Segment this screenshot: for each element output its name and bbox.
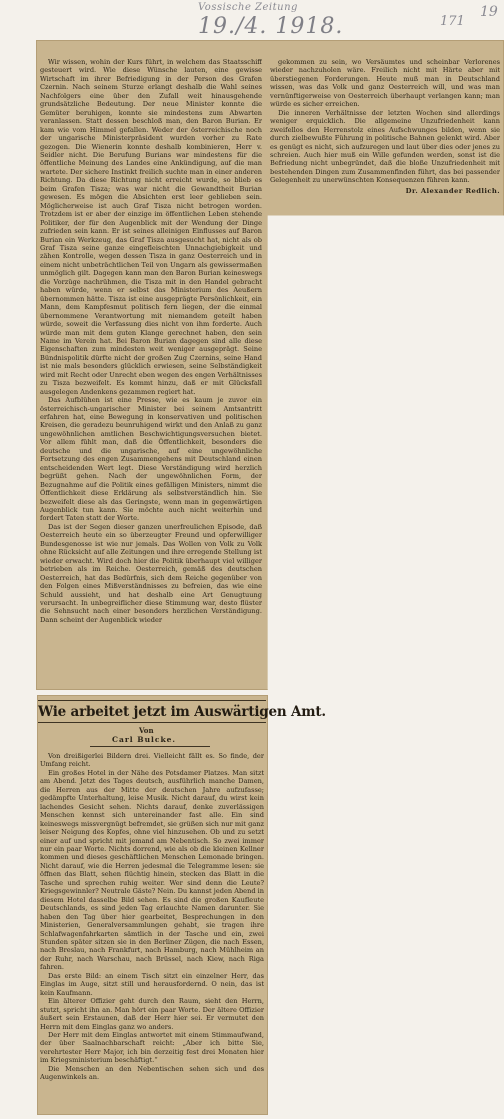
byline-rule bbox=[90, 746, 210, 747]
article-3-paragraph: Die Menschen an den Nebentischen sehen sich und des Augenwinkels an. bbox=[40, 1064, 264, 1082]
handwritten-date: 19./4. 1918. bbox=[198, 14, 344, 39]
handwritten-newspaper-name: Vossische Zeitung bbox=[198, 2, 298, 13]
handwritten-number-b: 19 bbox=[480, 4, 498, 20]
article-3-paragraph: Von dreißigerlei Bildern drei. Vielleicht fällt es. So finde, der Umfang reicht. bbox=[40, 752, 264, 769]
article-3-column bbox=[40, 752, 264, 1114]
article-2-author: Dr. Alexander Redlich. bbox=[405, 186, 500, 195]
article-3-byline: Carl Bulcke. bbox=[112, 735, 177, 744]
article-2-paragraph: gekommen zu sein, wo Versäumtes und scheinbar Verlorenes wieder nachzuholen wäre. Freilich nicht mit Härte aber mit überstiegenen Forderungen. Heute muß man in Deutschland wissen, was das Volk und ganz Oesterreich will, und was man vernünftigerweise von Oesterreich überhaupt verlangen kann; man würde es sicher erreichen. bbox=[270, 58, 500, 109]
article-3-paragraph: Ein großes Hotel in der Nähe des Potsdamer Platzes. Man sitzt am Abend. Jetzt des Tages deutsch, ausführlich manche Damen, die Herren aus der Mitte der deutschen Jahre aufzufasse; gedämpfte Unterhaltung, leise Musik. Nicht darauf, du wirst kein lachendes Gesicht sehen. Nichts darauf, denke zuverlässigen Menschen kennst sich untereinander fast alle. Ein sind keineswegs missvergnügt befremdet, sie grüßen sich nur mit ganz leiser Neigung des Kopfes, ohne viel hinzusehen. Ob und zu setzt einer auf und spricht mit jemand am Nebentisch. So zwei immer nur ein paar Worte. Nichts dorrend, wie als ob die kleinen Kellner kommen und dieses geschäftlichen Menschen Lemonade bringen. Nicht darauf, wie die Herren jedesmal die Telegramme lesen: sie öffnen das Blatt, sehen flüchtig hinein, stecken das Blatt in die Tasche und sprechen ruhig weiter. Wer sind denn die Leute? Kriegsgewinnler? Neutrale Gäste? Nein. Du kannst jeden Abend in diesem Hotel dasselbe Bild sehen. Es sind die großen Kaufleute Deutschlands, es sind jeden Tag erlauchte Namen darunter. Sie haben den Tag über hier gearbeitet, Besprechungen in den Ministerien, Generalversammlungen gehabt, sie tragen ihre Schlafwagenfahrkarten sämtlich in der Tasche und ein, zwei Stunden später sitzen sie in den Berliner Zügen, die nach Essen, nach Breslau, nach Frankfurt, nach Hamburg, nach Mühlheim an der Ruhr, nach Warschau, nach Brüssel, nach Kiew, nach Riga fahren. bbox=[40, 768, 264, 972]
article-3-byline-von: Von bbox=[139, 726, 154, 735]
article-1-paragraph: Das ist der Segen dieser ganzen unerfreulichen Episode, daß Oesterreich heute ein so überzeugter Freund und opferwilliger Bundesgenosse ist wie nur jemals. Das Wollen von Volk zu Volk ohne Rücksicht auf alle Zeitungen und ihre erregende Stellung ist wieder erwacht. Wird doch hier die Politik überhaupt viel williger betrieben als im Reiche. Oesterreich, gemäß des deutschen Oesterreich, hat das Bedürfnis, sich dem Reiche gegenüber von den Folgen eines Mißverständnisses zu befreien, das wie eine Schuld aussieht, und hat deshalb eine Art Genugtuung verursacht. In unbegreiflicher diese Stimmung war, desto flüster die Sehnsucht nach einer besonders herzlichen Verständigung. Dann scheint der Augenblick wieder bbox=[40, 522, 262, 624]
headline-rule-top bbox=[38, 700, 266, 701]
article-1-column bbox=[40, 58, 262, 686]
article-2-column bbox=[270, 58, 500, 208]
article-3-paragraph: Der Herr mit dem Einglas antwortet mit einem Stimmaufwand, der über Saalnachbarschaft reicht: „Aber ich bitte Sie, verehrtester Herr Major, ich bin derzeitig fest drei Monaten hier im Kriegsministerium beschäftigt.“ bbox=[40, 1030, 264, 1065]
headline-rule-bottom bbox=[38, 722, 266, 723]
article-3-paragraph: Das erste Bild: an einem Tisch sitzt ein einzelner Herr, das Einglas im Auge, sitzt still und herausfordernd. O nein, das ist kein Kaufmann. bbox=[40, 971, 264, 997]
article-2-paragraph: Die inneren Verhältnisse der letzten Wochen sind allerdings weniger erquicklich. Die allgemeine Unzufriedenheit kann zweifellos den Herrenstolz eines Aufschwunges bilden, wenn sie durch zielbewußte Führung in politische Bahnen gelenkt wird. Aber es genügt es nicht, sich aufzuregen und laut über dies oder jenes zu schreien. Auch hier muß ein Wille gefunden werden, sonst ist die Befriedung nicht unbegründet, daß die bloße Unzufriedenheit mit bestehenden Dingen zum Zusammenfinden führt, das bei passender Gelegenheit zu unerwünschten Konsequenzen führen kann. bbox=[270, 108, 500, 185]
article-1-paragraph: Das Aufblühen ist eine Presse, wie es kaum je zuvor ein österreichisch-ungarischer Minister bei seinem Amtsantritt erfahren hat, eine Bewegung in konservativen und politischen Kreisen, die geradezu beunruhigend wirkt und den Anlaß zu ganz ungewöhnlichen amtlichen Beschwichtigungsversuchen bietet. Vor allem fühlt man, daß die Öffentlichkeit, besonders die deutsche und die ungarische, auf eine ungewöhnliche Fortsetzung des engen Zusammengehens mit Deutschland einen entscheidenden Wert legt. Diese Verständigung wird herzlich begrüßt gehen. Nach der ungewöhnlichen Form, der Bezugnahme auf die Politik eines gefälligen Ministers, nimmt die Öffentlichkeit diese Erklärung als selbstverständlich hin. Sie bezweifelt diese als das Geringste, wenn man in gegenwärtigen Augenblick tun kann. Sie möchte auch nicht weiterhin und fordert Taten statt der Worte. bbox=[40, 396, 262, 523]
handwritten-number-a: 171 bbox=[440, 14, 465, 29]
article-1-paragraph: Wir wissen, wohin der Kurs führt, in welchem das Staatsschiff gesteuert wird. Wie diese Wünsche lauten, eine gewisse Wirtschaft im ihrer Befriedigung in der Person des Grafen Czernin. Nach seinem Sturze erlangt deshalb die Wahl seines Nachfolgers eine über den Zufall weit hinausgehende grundsätzliche Bedeutung. Der neue Minister konnte die Gemüter beruhigen, konnte sie mindestens zum Abwarten veranlassen. Statt dessen beschloß man, den Baron Burian. Er kam wie vom Himmel gefallen. Weder der österreichische noch der ungarische Ministerpräsident wurden vorher zu Rate gezogen. Die Wienerin konnte deshalb kombinieren, Herr v. Seidler nicht. Die Berufung Burians war mindestens für die öffentliche Meinung des Landes eine Ankündigung, auf die man wartete. Der sichere Instinkt freilich suchte man in einer anderen Richtung. Da diese Richtung nicht erreicht wurde, so blieb es beim Grafen Tisza; was war nicht die Gewandtheit Burian gewesen. Es mögen die Absichten erst leer geblieben sein. Möglicherweise ist auch Graf Tisza nicht betrogen worden. Trotzdem ist er aber der einzige im öffentlichen Leben stehende Politiker, der für den Augenblick mit der Wendung der Dinge zufrieden sein kann. Er ist seines alleinigen Einflusses auf Baron Burian ein Werkzeug, das Graf Tisza ausgesucht hat, nicht als ob Graf Tisza seine ganze eingefleischten Unnachgiebigkeit und zähen Kontrolle, wegen dessen Tisza in ganz Oesterreich und in einem nicht unbeträchtlichen Teil von Ungarn als gewissermaßen unmöglich gilt. Dagegen kann man den Baron Burian keineswegs die Vorzüge nachrühmen, die Tisza mit in den Handel gebracht haben würde, wenn er selbst das Ministerium des Aeußern übernommen hätte. Tisza ist eine ausgeprägte Persönlichkeit, ein Mann, dem Kampfesmut politisch fern liegen, der die einmal übernommene Verantwortung mit niemandem geteilt haben würde, soweit die Verfassung dies nicht von ihm forderte. Auch würde man mit dem guten Klange gerechnet haben, den sein Name im Verein hat. Bei Baron Burian dagegen sind alle diese Eigenschaften zum mindesten weit weniger ausgeprägt. Seine Bündnispolitik dürfte nicht der großen Zug Czernins, seine Hand ist nie mals besonders glücklich erwiesen, seine Selbständigkeit wird mit Recht oder Unrecht eben wegen des engen Verhältnisses zu Tisza bezweifelt. Es kommt hinzu, daß er mit Glücksfall ausgelegen Andenkens gezammen regiert hat. bbox=[40, 58, 262, 396]
article-3-paragraph: Ein älterer Offizier geht durch den Raum, sieht den Herrn, stutzt, spricht ihn an. Man hört ein paar Worte. Der ältere Offizier äußert sein Erstaunen, daß der Herr hier sei. Er vermutet den Herrn mit dem Einglas ganz wo anders. bbox=[40, 997, 264, 1031]
article-3-headline: Wie arbeitet jetzt im Auswärtigen Amt. bbox=[38, 704, 326, 720]
